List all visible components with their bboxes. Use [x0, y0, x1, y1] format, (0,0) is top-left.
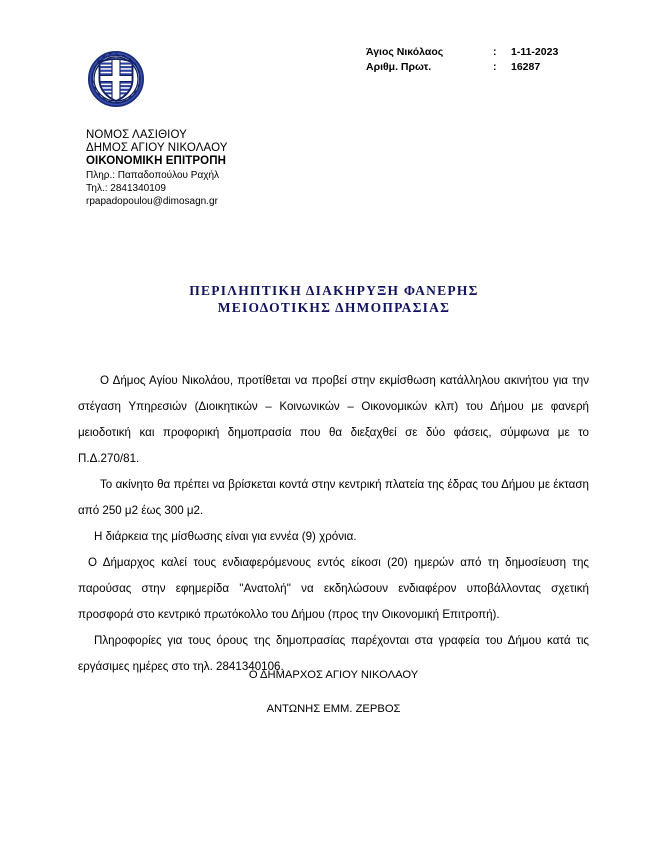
page-title-line-1: ΠΕΡΙΛΗΠΤΙΚΗ ΔΙΑΚΗΡΥΞΗ ΦΑΝΕΡΗΣ: [189, 283, 479, 298]
body-paragraph-3: Η διάρκεια της μίσθωσης είναι για εννέα (9) χρόνια.: [94, 530, 357, 543]
header-meta-row: [366, 60, 558, 75]
sender-block: [86, 129, 228, 208]
body-paragraph-5: Πληροφορίες για τους όρους της δημοπρασίας παρέχονται στα γραφεία του Δήμου κατά τις εργάσιμες ημέρες στο τηλ. 2841340106.: [78, 634, 589, 673]
header-protocol-label: Αριθμ. Πρωτ.: [366, 61, 432, 73]
document-body: [78, 368, 589, 680]
page-title: [0, 282, 668, 316]
header-date-value: 1-11-2023: [511, 46, 559, 58]
header-place-separator: :: [493, 46, 497, 58]
sender-phone: Τηλ.: 2841340109: [86, 182, 166, 194]
sender-prefecture: ΝΟΜΟΣ ΛΑΣΙΘΙΟΥ: [86, 129, 187, 141]
header-meta-table: [366, 45, 558, 75]
header-protocol-separator: :: [493, 61, 497, 73]
document-header-meta: [366, 45, 558, 75]
signature-spacer: [78, 683, 589, 702]
sender-contact-person: Πληρ.: Παπαδοπούλου Ραχήλ: [86, 169, 220, 181]
sender-committee: ΟΙΚΟΝΟΜΙΚΗ ΕΠΙΤΡΟΠΗ: [86, 155, 227, 168]
header-meta-row: [366, 45, 558, 60]
signature-name: ΑΝΤΩΝΗΣ ΕΜΜ. ΖΕΡΒΟΣ: [266, 703, 401, 715]
body-paragraph-4: Ο Δήμαρχος καλεί τους ενδιαφερόμενους εντός είκοσι (20) ημερών από τη δημοσίευση της παρούσας στην εφημερίδα ''Ανατολή'' να εκδηλώσουν ενδιαφέρον υποβάλλοντας σχετική προσφορά στο κεντρικό πρωτόκολλο του Δήμου (προς την Οικονομική Επιτροπή).: [78, 556, 589, 621]
sender-municipality: ΔΗΜΟΣ ΑΓΙΟΥ ΝΙΚΟΛΑΟΥ: [86, 142, 228, 155]
sender-email: rpapadopoulou@dimosagn.gr: [86, 196, 218, 208]
signature-block: [78, 668, 589, 717]
page-title-line-2: ΜΕΙΟΔΟΤΙΚΗΣ ΔΗΜΟΠΡΑΣΙΑΣ: [217, 300, 451, 315]
greek-coat-of-arms-icon: [88, 50, 144, 108]
body-paragraph-2: Το ακίνητο θα πρέπει να βρίσκεται κοντά στην κεντρική πλατεία της έδρας του Δήμου με έκταση από 250 μ2 έως 300 μ2.: [78, 478, 589, 517]
header-protocol-value: 16287: [511, 61, 541, 73]
body-paragraph-1: Ο Δήμος Αγίου Νικολάου, προτίθεται να προβεί στην εκμίσθωση κατάλληλου ακινήτου για την στέγαση Υπηρεσιών (Διοικητικών – Κοινωνικών – Οικονομικών κλπ) του Δήμου με φανερή μειοδοτική και προφορική δημοπρασία που θα διεξαχθεί σε δύο φάσεις, σύμφωνα με το Π.Δ.270/81.: [78, 374, 589, 465]
header-place-label: Άγιος Νικόλαος: [366, 46, 444, 58]
signature-role: Ο ΔΗΜΑΡΧΟΣ ΑΓΙΟΥ ΝΙΚΟΛΑΟΥ: [248, 669, 419, 681]
